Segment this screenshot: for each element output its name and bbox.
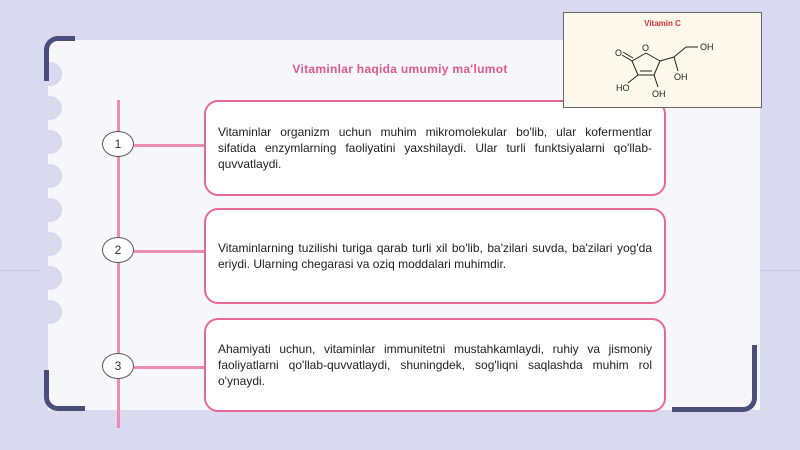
binder-holes (38, 62, 68, 334)
corner-bracket-top-left (44, 36, 75, 81)
atom-oh-right: OH (700, 42, 714, 52)
step-marker-3: 3 (102, 353, 134, 379)
corner-bracket-bottom-left (44, 370, 85, 411)
atom-ho: HO (616, 83, 630, 93)
step-marker-1: 1 (102, 131, 134, 157)
vitamin-c-figure (563, 12, 762, 108)
info-card-2 (204, 208, 666, 304)
vitamin-c-structure (564, 17, 760, 107)
info-card-1 (204, 100, 666, 196)
info-card-3 (204, 318, 666, 412)
connector-3 (134, 366, 204, 369)
info-card-text-1: Vitaminlar organizm uchun muhim mikromolekular bo'lib, ular kofermentlar sifatida enzymlarning faoliyatini yaxshilaydi. Ular turli funktsiyalarni qo'llab-quvvatlaydi. (218, 125, 652, 171)
info-card-text-3: Ahamiyati uchun, vitaminlar immunitetni mustahkamlaydi, ruhiy va jismoniy faoliyatlarni qo'llab-quvvatlaydi, shuningdek, sog'liqni saqlashda muhim rol o'ynaydi. (218, 342, 652, 388)
connector-1 (134, 144, 204, 147)
atom-o1: O (615, 48, 623, 58)
atom-oh-bottom: OH (652, 89, 666, 99)
page-title: Vitaminlar haqida umumiy ma'lumot (292, 62, 508, 76)
figure-title: Vitamin C (644, 19, 681, 28)
corner-bracket-bottom-right (672, 345, 757, 412)
atom-oh-middle: OH (674, 72, 688, 82)
info-card-text-2: Vitaminlarning tuzilishi turiga qarab turli xil bo'lib, ba'zilari suvda, ba'zilari yog'da eriydi. Ularning chegarasi va oziq moddalari muhimdir. (218, 241, 652, 271)
step-marker-2: 2 (102, 237, 134, 263)
atom-o2: O (642, 43, 650, 53)
connector-2 (134, 250, 204, 253)
